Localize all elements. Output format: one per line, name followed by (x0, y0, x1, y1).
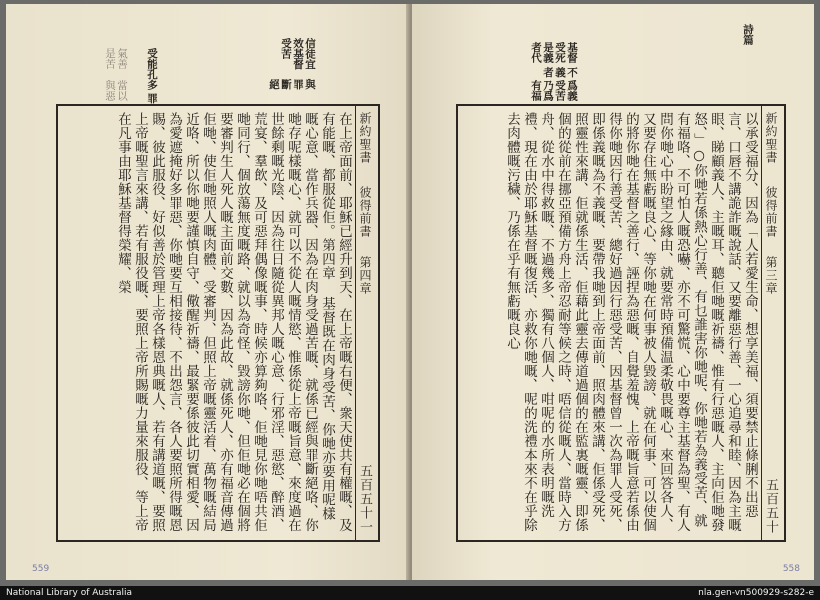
margin-note: 詩篇 (742, 24, 754, 45)
right-page (412, 4, 814, 580)
left-page (6, 4, 410, 580)
margin-note-faint: 當以與惡 (104, 79, 128, 101)
library-footer (0, 586, 820, 600)
margin-note-faint: 氣善是苦 (104, 48, 128, 69)
chapter-label: 第四章 (358, 256, 372, 295)
body-paragraph: 在上帝面前、耶穌已經升到天、在上帝嘅右便、衆天使共有權嘅、及有能嘅、都服從佢。第四章 基督既在肉身受苦、你哋亦要用呢樣嘅心意、當作兵器、因為在肉身受過苦嘅、就係已經與罪斷絕咯、你哋存呢樣嘅心、就可以不從人嘅情慾、惟係從上帝嘅旨意、來度過在世餘剩嘅光陰、因為往日隨從異邦人嘅心意、行邪淫、惡慾、醉酒、荒宴、羣飲、及可惡拜偶像嘅事、時候亦算夠咯、佢哋見你哋唔共佢哋同行、個放蕩無度嘅路、就以為奇怪、毀謗你哋、但佢哋必在個將要審判生人死人嘅主面前交數、因為此故、就係死人、亦有福音傳過佢哋、使佢哋照人嘅肉體、受審判、但照上帝嘅靈活着、萬物嘅結局近咯、所以你哋要謹慎自守、儆醒祈禱、最緊要係彼此切實相愛、因為愛遮掩好多罪惡、你哋要互相接待、不出怨言、各人要照所得嘅恩賜、彼此服役、好似善於管理上帝各樣恩典嘅人、若有講道嘅、要照上帝嘅聖言來講、若有服役嘅、要照上帝所賜嘅力量來服役、等上帝在凡事由耶穌基督得榮耀、榮 (115, 112, 352, 532)
margin-note-left-2 (146, 48, 158, 108)
book-name: 彼得前書 (764, 186, 778, 238)
page-number: 五百五十 (763, 478, 778, 534)
margin-note: 基督受死是義者代 (530, 42, 578, 63)
body-text-right (464, 112, 758, 534)
margin-note: 爲義受苦乃爲有福 (530, 80, 578, 102)
margin-note-left-1 (268, 38, 316, 98)
page-number: 五百五十一 (357, 464, 372, 534)
chapter-label: 第三章 (764, 256, 778, 295)
running-head-right (762, 112, 780, 534)
body-paragraph: 以承受福分、因為「人若愛生命、想享美福、須要禁止條脷不出惡言、口唇不講詭詐嘅說話、又要離惡行善、一心追尋和睦、因為主嘅眼、睇顧義人、主嘅耳、聽佢哋嘅祈禱、惟有行惡嘅人、主向佢哋發怒、」○你哋若係熱心行善、有乜誰害你哋呢、你哋若為義受苦、就有福咯、不可怕人嘅恐嚇、亦不可驚慌、心中要尊主基督為聖、有人問你哋心中盼望之緣由、就要常時預備温柔敬畏嘅心、來回答各人、又要存住無虧嘅良心、等你哋在何事被人毀謗、就在何事、可以使個的將你哋在基督之善行、誣捏為惡嘅、自覺羞愧、上帝嘅旨意若係由得你哋因行善受苦、總好過因行惡受苦、因基督曾一次為罪人受死、即係義嘅為不義嘅、要帶我哋到上帝面前、照肉體來講、佢係受死、照靈性來講、佢就係生活、佢藉此靈去傳道過個的在監裏嘅靈、即係個的從前在挪亞預備方舟上帝忍耐等候之時、唔信從嘅人、當時入方舟、從水中得救嘅、不過幾多、獨有八個人、咁呢的水所表明嘅洗禮、現在由於耶穌基督嘅復活、亦救你哋嘅、呢的洗禮本來不在乎除去肉體嘅污穢、乃係在乎有無虧嘅良心 (504, 112, 758, 532)
margin-note: 不義者 (542, 66, 578, 78)
footer-identifier: nla.gen-vn500929-s282-e (698, 588, 814, 598)
running-title: 新約聖書 (358, 112, 372, 164)
footer-institution: National Library of Australia (6, 588, 133, 598)
margin-note: 信徒宜效基督受苦 (280, 38, 316, 70)
text-frame-left (56, 104, 380, 542)
margin-note-left-faint (104, 48, 128, 108)
margin-note: 罪 (146, 93, 158, 104)
margin-note-right-1 (530, 42, 578, 102)
text-frame-right (456, 104, 786, 542)
margin-note-right-2 (742, 24, 754, 84)
running-title: 新約聖書 (764, 112, 778, 164)
catalog-stamp: 558 (782, 564, 800, 574)
running-head-left (356, 112, 374, 534)
catalog-stamp: 559 (32, 564, 50, 574)
margin-note: 與罪斷絕 (268, 79, 316, 90)
book-name: 彼得前書 (358, 186, 372, 238)
body-text-left (64, 112, 352, 534)
margin-note: 受能孔多 (146, 48, 158, 90)
